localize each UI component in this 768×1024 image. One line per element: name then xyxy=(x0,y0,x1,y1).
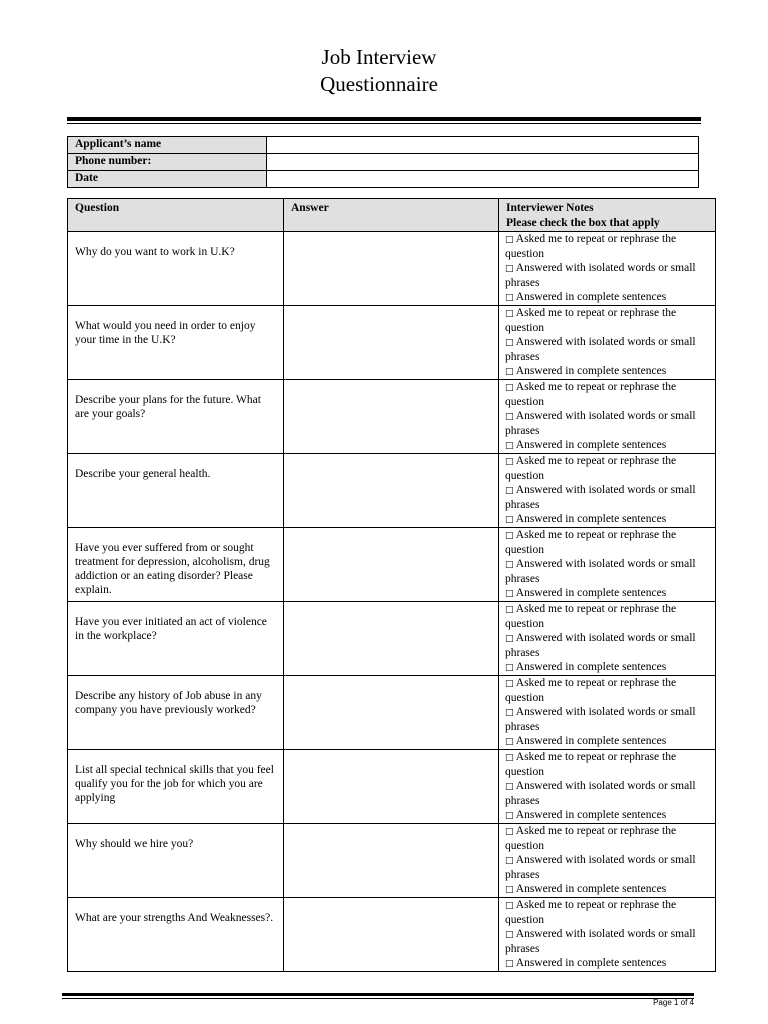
interviewer-notes-cell xyxy=(499,824,716,898)
questionnaire-table xyxy=(67,198,716,972)
phone-number-label: Phone number: xyxy=(68,154,267,171)
note-option[interactable] xyxy=(505,824,711,853)
title-rule-thin xyxy=(67,123,701,124)
question-text: Describe your general health. xyxy=(68,454,284,528)
note-option[interactable] xyxy=(505,528,711,557)
answer-cell[interactable] xyxy=(284,602,499,676)
applicant-name-row xyxy=(68,137,699,154)
interviewer-notes-cell xyxy=(499,750,716,824)
notes-header-line-1: Interviewer Notes xyxy=(506,202,594,214)
question-row xyxy=(68,898,716,972)
question-row xyxy=(68,602,716,676)
interviewer-notes-cell xyxy=(499,232,716,306)
note-option[interactable] xyxy=(505,631,711,660)
interviewer-notes-cell xyxy=(499,528,716,602)
checkbox-icon[interactable]: □ xyxy=(505,605,514,615)
note-option-label: Answered with isolated words or small phrases xyxy=(505,780,696,807)
note-option[interactable] xyxy=(505,512,711,527)
note-option-label: Asked me to repeat or rephrase the question xyxy=(505,455,677,482)
note-option-label: Asked me to repeat or rephrase the question xyxy=(505,307,677,334)
note-option-label: Answered with isolated words or small phrases xyxy=(505,928,696,955)
question-row xyxy=(68,824,716,898)
interviewer-notes-cell xyxy=(499,454,716,528)
checkbox-icon[interactable]: □ xyxy=(505,441,514,451)
note-option[interactable] xyxy=(505,705,711,734)
note-option-label: Answered in complete sentences xyxy=(515,365,667,377)
note-option-label: Answered with isolated words or small phrases xyxy=(505,854,696,881)
note-option[interactable] xyxy=(505,750,711,779)
page-number: Page 1 of 4 xyxy=(653,998,694,1007)
checkbox-icon[interactable]: □ xyxy=(505,959,514,969)
note-option[interactable] xyxy=(505,676,711,705)
title-line-2: Questionnaire xyxy=(320,72,438,96)
note-option-label: Answered in complete sentences xyxy=(515,661,667,673)
answer-cell[interactable] xyxy=(284,898,499,972)
note-option[interactable] xyxy=(505,734,711,749)
checkbox-icon[interactable]: □ xyxy=(505,589,514,599)
checkbox-icon[interactable]: □ xyxy=(505,901,514,911)
note-option-label: Answered in complete sentences xyxy=(515,809,667,821)
answer-cell[interactable] xyxy=(284,676,499,750)
phone-number-field[interactable] xyxy=(267,154,699,171)
question-row xyxy=(68,306,716,380)
note-option-label: Answered in complete sentences xyxy=(515,291,667,303)
note-option[interactable] xyxy=(505,779,711,808)
question-text: Why do you want to work in U.K? xyxy=(68,232,284,306)
applicant-name-field[interactable] xyxy=(267,137,699,154)
checkbox-icon[interactable]: □ xyxy=(505,811,514,821)
title-rule xyxy=(67,117,701,121)
applicant-info-table xyxy=(67,136,699,188)
note-option-label: Asked me to repeat or rephrase the question xyxy=(505,899,677,926)
checkbox-icon[interactable]: □ xyxy=(505,560,514,570)
note-option[interactable] xyxy=(505,927,711,956)
checkbox-icon[interactable]: □ xyxy=(505,515,514,525)
note-option-label: Answered with isolated words or small phrases xyxy=(505,706,696,733)
checkbox-icon[interactable]: □ xyxy=(505,531,514,541)
note-option[interactable] xyxy=(505,882,711,897)
checkbox-icon[interactable]: □ xyxy=(505,235,514,245)
checkbox-icon[interactable]: □ xyxy=(505,679,514,689)
date-row xyxy=(68,171,699,188)
note-option[interactable] xyxy=(505,409,711,438)
note-option[interactable] xyxy=(505,898,711,927)
note-option[interactable] xyxy=(505,808,711,823)
notes-column-header xyxy=(499,199,716,232)
question-row xyxy=(68,750,716,824)
title-line-1: Job Interview xyxy=(321,45,437,69)
note-option-label: Asked me to repeat or rephrase the question xyxy=(505,381,677,408)
note-option[interactable] xyxy=(505,364,711,379)
checkbox-icon[interactable]: □ xyxy=(505,827,514,837)
note-option[interactable] xyxy=(505,290,711,305)
questionnaire-header-row xyxy=(68,199,716,232)
note-option-label: Asked me to repeat or rephrase the question xyxy=(505,751,677,778)
question-text: Describe any history of Job abuse in any company you have previously worked? xyxy=(68,676,284,750)
answer-cell[interactable] xyxy=(284,380,499,454)
note-option-label: Answered with isolated words or small phrases xyxy=(505,484,696,511)
note-option-label: Asked me to repeat or rephrase the question xyxy=(505,677,677,704)
note-option[interactable] xyxy=(505,438,711,453)
applicant-name-label: Applicant’s name xyxy=(68,137,267,154)
note-option[interactable] xyxy=(505,956,711,971)
note-option-label: Asked me to repeat or rephrase the question xyxy=(505,603,677,630)
checkbox-icon[interactable]: □ xyxy=(505,309,514,319)
answer-cell[interactable] xyxy=(284,454,499,528)
question-text: Why should we hire you? xyxy=(68,824,284,898)
checkbox-icon[interactable]: □ xyxy=(505,737,514,747)
checkbox-icon[interactable]: □ xyxy=(505,412,514,422)
footer-rule xyxy=(62,993,694,996)
note-option-label: Answered with isolated words or small phrases xyxy=(505,410,696,437)
interviewer-notes-cell xyxy=(499,602,716,676)
answer-cell[interactable] xyxy=(284,528,499,602)
answer-cell[interactable] xyxy=(284,824,499,898)
note-option-label: Answered in complete sentences xyxy=(515,439,667,451)
question-text: Have you ever suffered from or sought treatment for depression, alcoholism, drug addiction or an eating disorder? Please explain. xyxy=(68,528,284,602)
question-text: List all special technical skills that you feel qualify you for the job for which you are applying xyxy=(68,750,284,824)
question-row xyxy=(68,676,716,750)
checkbox-icon[interactable]: □ xyxy=(505,753,514,763)
answer-cell[interactable] xyxy=(284,750,499,824)
question-row xyxy=(68,528,716,602)
note-option-label: Answered in complete sentences xyxy=(515,957,667,969)
interviewer-notes-cell xyxy=(499,676,716,750)
note-option[interactable] xyxy=(505,557,711,586)
note-option-label: Asked me to repeat or rephrase the question xyxy=(505,825,677,852)
checkbox-icon[interactable]: □ xyxy=(505,367,514,377)
checkbox-icon[interactable]: □ xyxy=(505,885,514,895)
note-option[interactable] xyxy=(505,586,711,601)
note-option[interactable] xyxy=(505,660,711,675)
note-option[interactable] xyxy=(505,483,711,512)
note-option[interactable] xyxy=(505,380,711,409)
question-text: Have you ever initiated an act of violence in the workplace? xyxy=(68,602,284,676)
note-option[interactable] xyxy=(505,602,711,631)
checkbox-icon[interactable]: □ xyxy=(505,264,514,274)
note-option[interactable] xyxy=(505,232,711,261)
checkbox-icon[interactable]: □ xyxy=(505,856,514,866)
footer-rule-thin xyxy=(62,998,694,999)
answer-cell[interactable] xyxy=(284,306,499,380)
note-option-label: Answered with isolated words or small phrases xyxy=(505,336,696,363)
note-option-label: Answered in complete sentences xyxy=(515,735,667,747)
note-option-label: Answered in complete sentences xyxy=(515,883,667,895)
date-label: Date xyxy=(68,171,267,188)
phone-number-row xyxy=(68,154,699,171)
question-row xyxy=(68,232,716,306)
note-option-label: Answered in complete sentences xyxy=(515,587,667,599)
checkbox-icon[interactable]: □ xyxy=(505,663,514,673)
note-option[interactable] xyxy=(505,853,711,882)
note-option[interactable] xyxy=(505,335,711,364)
checkbox-icon[interactable]: □ xyxy=(505,457,514,467)
answer-cell[interactable] xyxy=(284,232,499,306)
interviewer-notes-cell xyxy=(499,306,716,380)
checkbox-icon[interactable]: □ xyxy=(505,782,514,792)
note-option-label: Answered in complete sentences xyxy=(515,513,667,525)
checkbox-icon[interactable]: □ xyxy=(505,383,514,393)
date-field[interactable] xyxy=(267,171,699,188)
interviewer-notes-cell xyxy=(499,380,716,454)
checkbox-icon[interactable]: □ xyxy=(505,708,514,718)
answer-column-header: Answer xyxy=(284,199,499,232)
question-row xyxy=(68,454,716,528)
note-option[interactable] xyxy=(505,454,711,483)
interviewer-notes-cell xyxy=(499,898,716,972)
note-option-label: Answered with isolated words or small phrases xyxy=(505,632,696,659)
note-option-label: Answered with isolated words or small phrases xyxy=(505,558,696,585)
note-option[interactable] xyxy=(505,261,711,290)
note-option-label: Asked me to repeat or rephrase the question xyxy=(505,529,677,556)
notes-header-line-2: Please check the box that apply xyxy=(506,217,660,229)
note-option-label: Answered with isolated words or small phrases xyxy=(505,262,696,289)
question-text: What are your strengths And Weaknesses?. xyxy=(68,898,284,972)
checkbox-icon[interactable]: □ xyxy=(505,293,514,303)
page-title xyxy=(0,44,758,98)
question-text: Describe your plans for the future. What are your goals? xyxy=(68,380,284,454)
question-column-header: Question xyxy=(68,199,284,232)
question-row xyxy=(68,380,716,454)
checkbox-icon[interactable]: □ xyxy=(505,486,514,496)
checkbox-icon[interactable]: □ xyxy=(505,338,514,348)
question-text: What would you need in order to enjoy your time in the U.K? xyxy=(68,306,284,380)
checkbox-icon[interactable]: □ xyxy=(505,634,514,644)
note-option[interactable] xyxy=(505,306,711,335)
checkbox-icon[interactable]: □ xyxy=(505,930,514,940)
note-option-label: Asked me to repeat or rephrase the question xyxy=(505,233,677,260)
